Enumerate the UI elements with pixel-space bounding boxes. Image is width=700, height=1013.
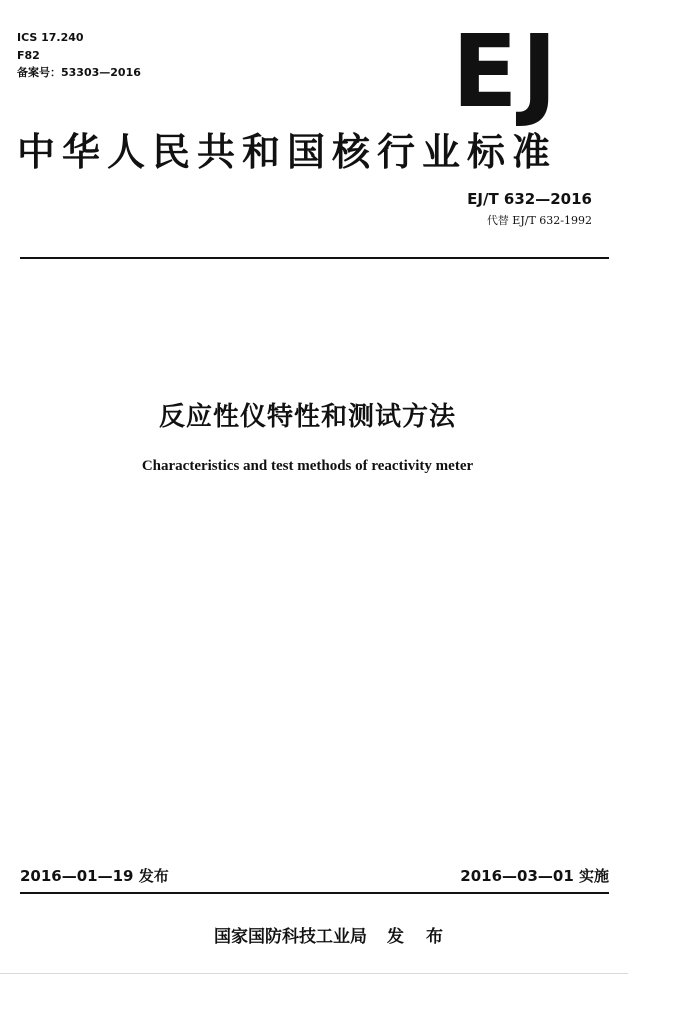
standard-number: EJ/T 632—2016 <box>467 190 592 208</box>
ics-code: ICS 17.240 <box>17 31 84 44</box>
issuer-verb: 发 布 <box>387 927 451 947</box>
replaces-standard: 代替 EJ/T 632-1992 <box>486 214 592 227</box>
document-title-chinese: 反应性仪特性和测试方法 <box>158 402 456 432</box>
bottom-divider <box>20 892 609 894</box>
issuer-line <box>0 922 665 947</box>
document-title-english: Characteristics and test methods of reactivity meter <box>141 458 474 474</box>
implementation-date: 2016—03—01 实施 <box>460 867 609 885</box>
filing-number: 备案号：53303—2016 <box>17 66 141 79</box>
top-divider <box>20 257 609 259</box>
ccs-code: F82 <box>17 49 40 62</box>
ej-logo: EJ <box>452 13 561 130</box>
standard-category-title: 中华人民共和国核行业标准 <box>17 130 558 174</box>
issue-date: 2016—01—19 发布 <box>20 867 169 885</box>
page-edge <box>0 973 628 974</box>
issuer-name: 国家国防科技工业局 <box>214 927 368 947</box>
